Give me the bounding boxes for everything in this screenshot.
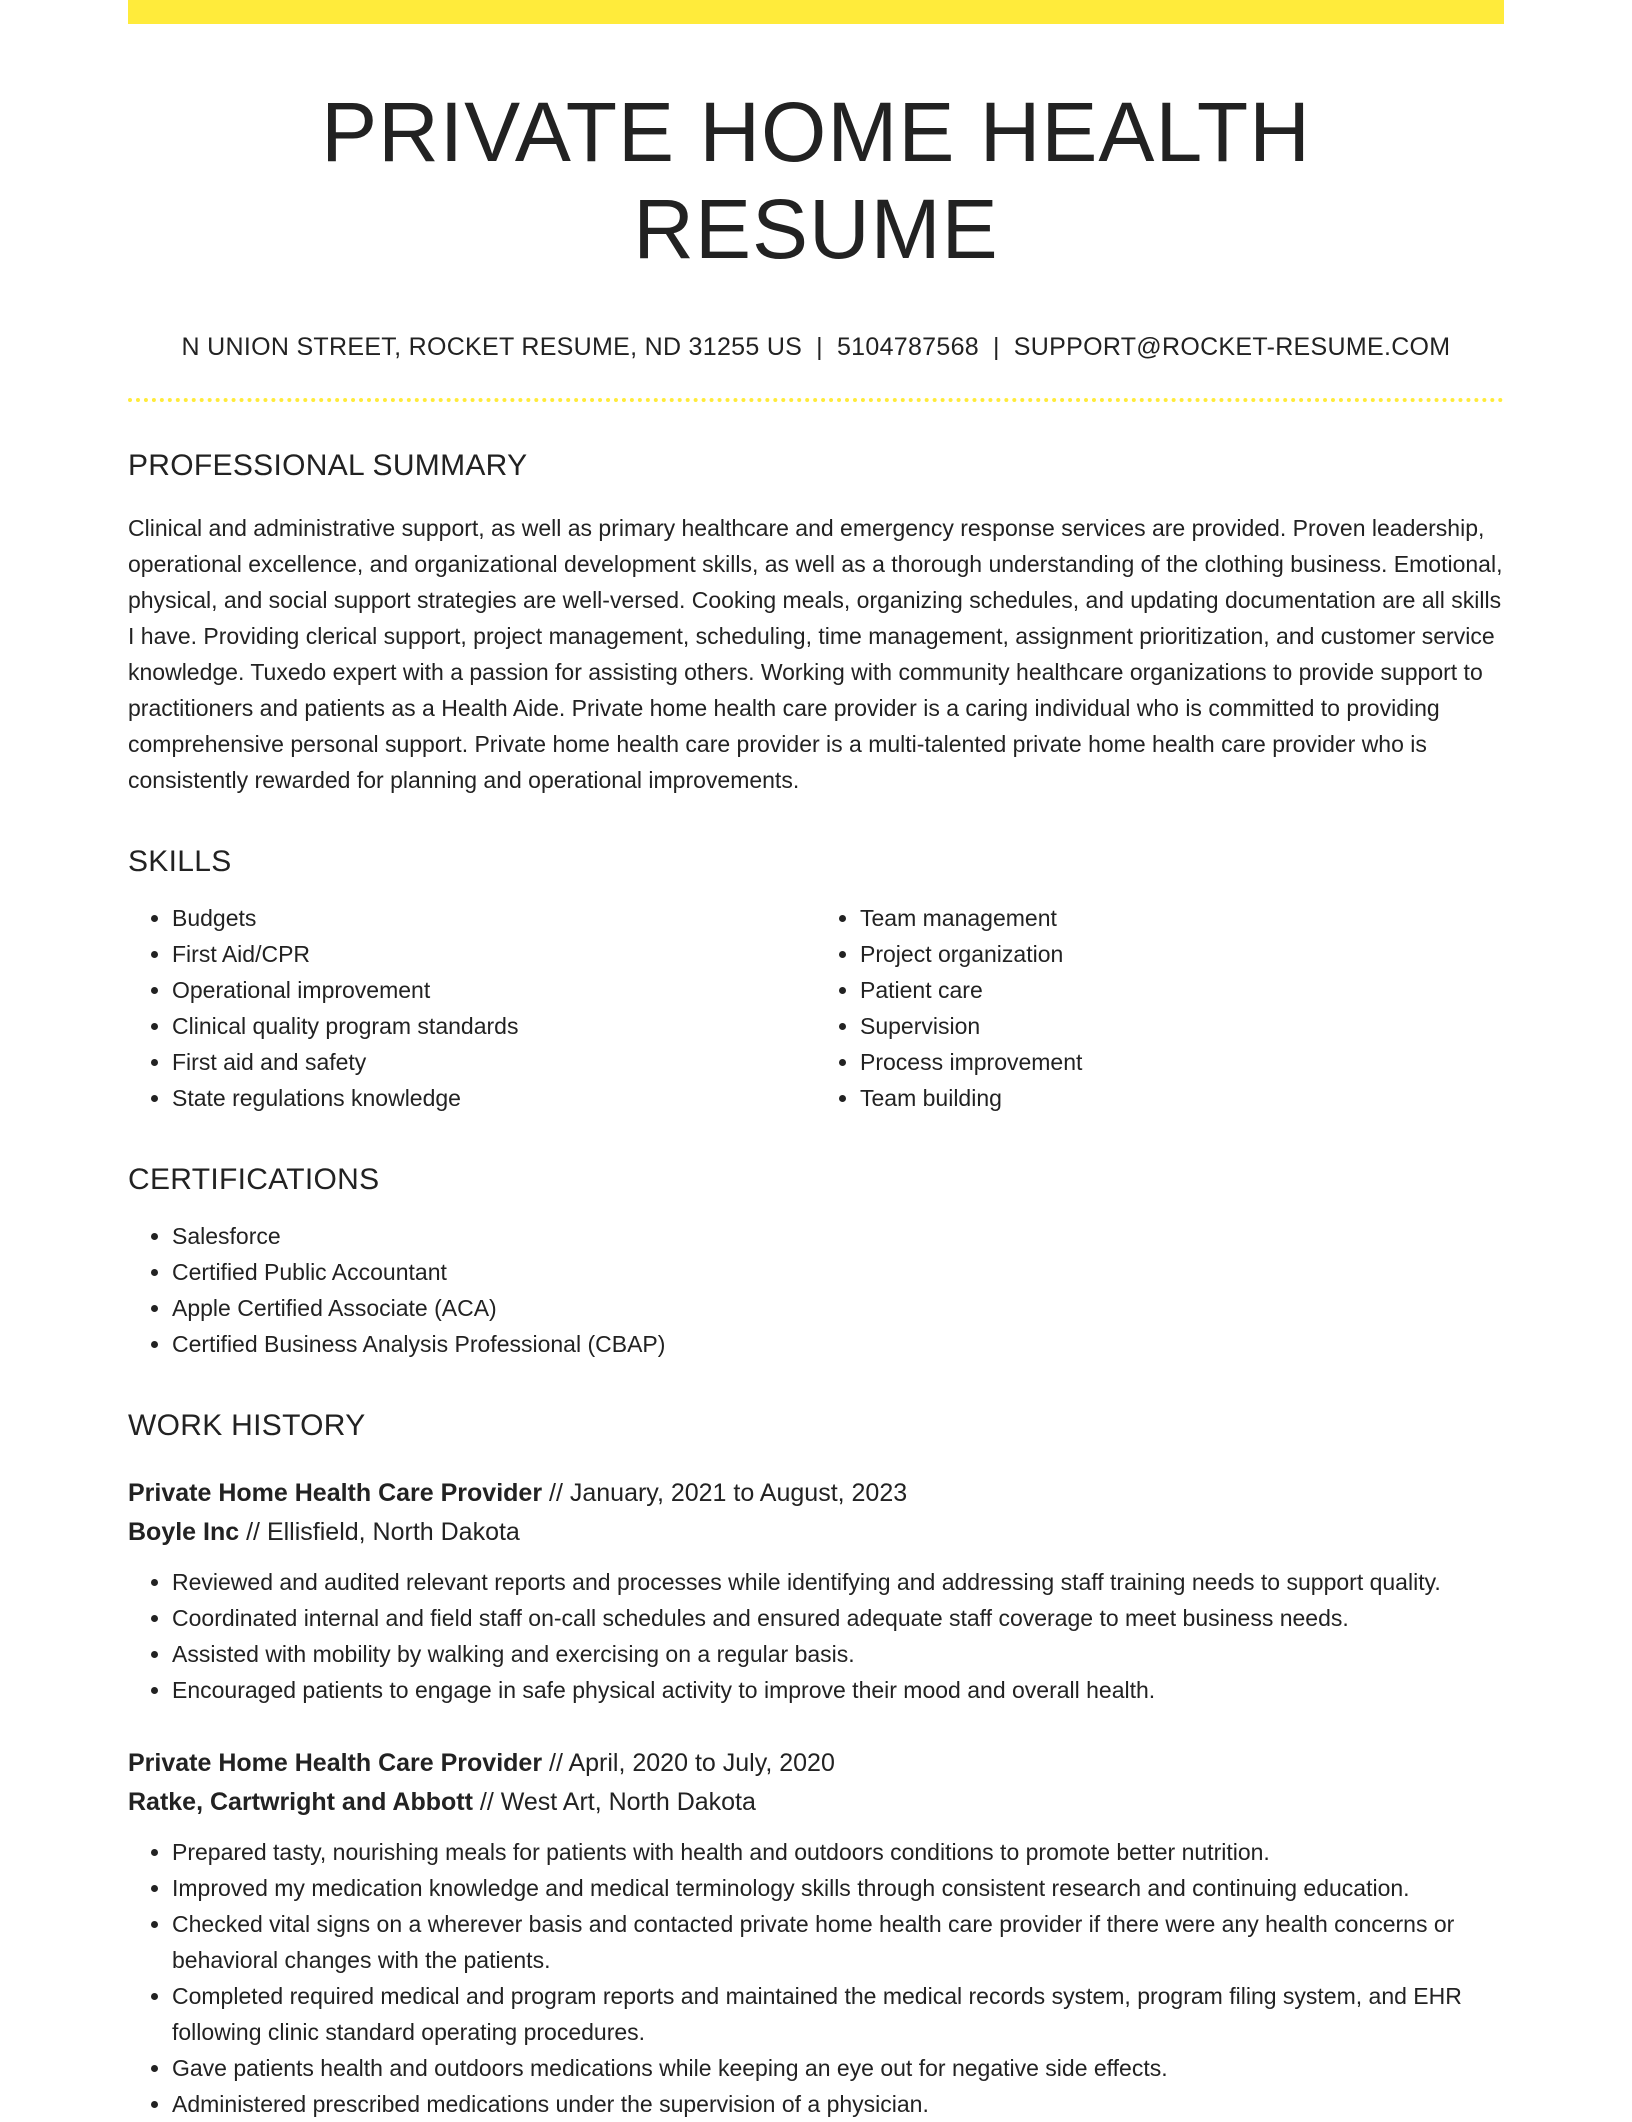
job-title: Private Home Health Care Provider <box>128 1749 543 1778</box>
certification-item: • Salesforce <box>172 1218 1504 1254</box>
job-bullet: • Administered prescribed medications under the supervision of a physician. <box>172 2086 1504 2122</box>
certifications-heading: CERTIFICATIONS <box>128 1163 380 1197</box>
skill-item: • Patient care <box>860 972 1504 1008</box>
resume-page <box>128 0 1504 2122</box>
skills-grid <box>128 900 1504 1116</box>
dotted-divider <box>128 398 1504 402</box>
job-location: // West Art, North Dakota <box>479 1788 756 1817</box>
job-company-line <box>128 1513 1504 1552</box>
job-dates: // January, 2021 to August, 2023 <box>549 1479 908 1508</box>
job-bullet: • Gave patients health and outdoors medications while keeping an eye out for negative side effects. <box>172 2050 1504 2086</box>
address: N UNION STREET, ROCKET RESUME, ND 31255 US <box>181 333 803 362</box>
job-title: Private Home Health Care Provider <box>128 1479 543 1508</box>
skill-item: • Team building <box>860 1080 1504 1116</box>
skill-item: • Team management <box>860 900 1504 936</box>
skill-item: • Clinical quality program standards <box>172 1008 816 1044</box>
skills-heading: SKILLS <box>128 845 232 879</box>
work-history-heading: WORK HISTORY <box>128 1409 366 1443</box>
job-bullet: • Encouraged patients to engage in safe physical activity to improve their mood and overall health. <box>172 1672 1504 1708</box>
job-entry <box>128 1474 1504 1708</box>
job-bullet: • Coordinated internal and field staff on-call schedules and ensured adequate staff coverage to meet business needs. <box>172 1600 1504 1636</box>
job-bullet: • Completed required medical and program reports and maintained the medical records system, program filing system, and EHR following clinic standard operating procedures. <box>172 1978 1504 2050</box>
job-dates: // April, 2020 to July, 2020 <box>549 1749 835 1778</box>
certifications-list <box>128 1218 1504 1362</box>
phone: 5104787568 <box>836 333 979 362</box>
job-bullets <box>128 1834 1504 2122</box>
skill-item: • Supervision <box>860 1008 1504 1044</box>
contact-separator: | <box>816 333 823 362</box>
job-location: // Ellisfield, North Dakota <box>246 1518 520 1547</box>
job-bullet: • Reviewed and audited relevant reports and processes while identifying and addressing staff training needs to support quality. <box>172 1564 1504 1600</box>
job-entry <box>128 1744 1504 2122</box>
skill-item: • Budgets <box>172 900 816 936</box>
contact-line <box>128 333 1504 362</box>
job-bullets <box>128 1564 1504 1708</box>
contact-separator: | <box>993 333 1000 362</box>
skill-item: • Process improvement <box>860 1044 1504 1080</box>
email: SUPPORT@ROCKET-RESUME.COM <box>1013 333 1451 362</box>
skill-item: • State regulations knowledge <box>172 1080 816 1116</box>
certification-item: • Certified Public Accountant <box>172 1254 1504 1290</box>
job-bullet: • Checked vital signs on a wherever basis and contacted private home health care provider if there were any health concerns or behavioral changes with the patients. <box>172 1906 1504 1978</box>
job-company-line <box>128 1783 1504 1822</box>
skill-item: • First Aid/CPR <box>172 936 816 972</box>
job-title-line <box>128 1744 1504 1783</box>
job-bullet: • Improved my medication knowledge and medical terminology skills through consistent research and continuing education. <box>172 1870 1504 1906</box>
job-company: Ratke, Cartwright and Abbott <box>128 1788 473 1817</box>
certification-item: • Apple Certified Associate (ACA) <box>172 1290 1504 1326</box>
summary-text: Clinical and administrative support, as well as primary healthcare and emergency response services are provided. Proven leadership, operational excellence, and organizational development skills, as well as a thorough understanding of the clothing business. Emotional, physical, and social support strategies are well-versed. Cooking meals, organizing schedules, and updating documentation are all skills I have. Providing clerical support, project management, scheduling, time management, assignment prioritization, and customer service knowledge. Tuxedo expert with a passion for assisting others. Working with community healthcare organizations to provide support to practitioners and patients as a Health Aide. Private home health care provider is a caring individual who is committed to providing comprehensive personal support. Private home health care provider is a multi-talented private home health care provider who is consistently rewarded for planning and operational improvements. <box>128 515 1503 794</box>
skills-list-left <box>128 900 816 1116</box>
skills-list-right <box>816 900 1504 1116</box>
skill-item: • Project organization <box>860 936 1504 972</box>
job-bullet: • Assisted with mobility by walking and exercising on a regular basis. <box>172 1636 1504 1672</box>
certification-item: • Certified Business Analysis Professional (CBAP) <box>172 1326 1504 1362</box>
job-company: Boyle Inc <box>128 1518 240 1547</box>
skill-item: • First aid and safety <box>172 1044 816 1080</box>
summary-heading: PROFESSIONAL SUMMARY <box>128 449 528 483</box>
skill-item: • Operational improvement <box>172 972 816 1008</box>
top-accent-bar <box>128 0 1504 24</box>
job-title-line <box>128 1474 1504 1513</box>
page-title: PRIVATE HOME HEALTH RESUME <box>321 85 1311 276</box>
job-bullet: • Prepared tasty, nourishing meals for patients with health and outdoors conditions to promote better nutrition. <box>172 1834 1504 1870</box>
